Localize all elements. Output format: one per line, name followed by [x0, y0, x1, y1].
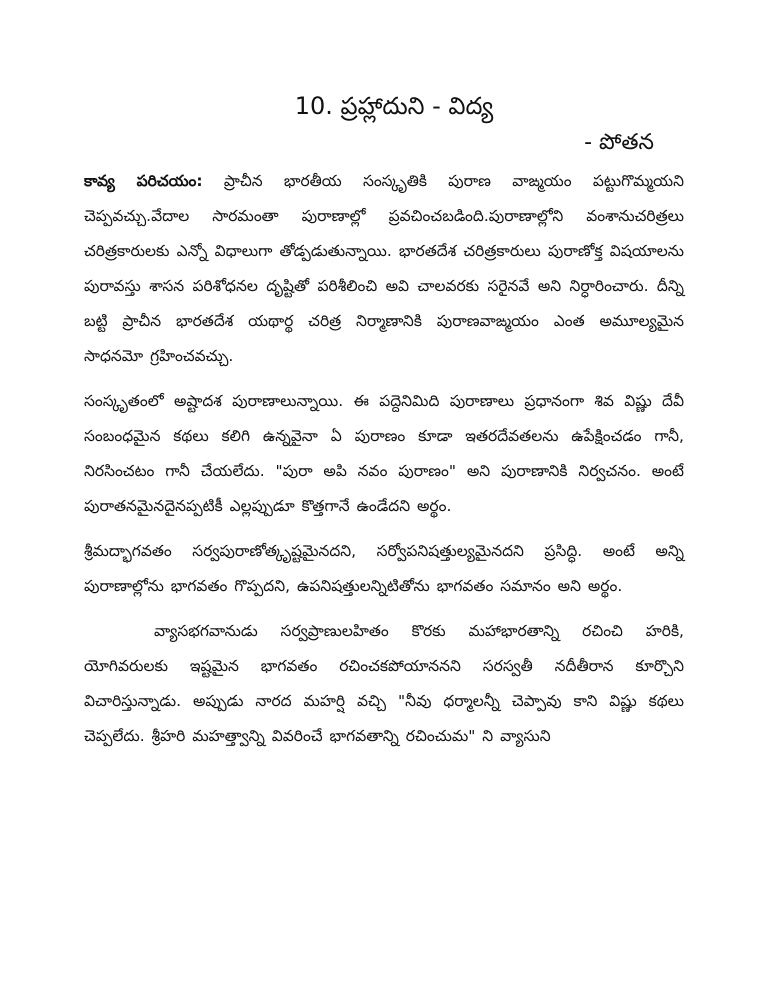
- paragraph-puranas: సంస్కృతంలో అష్టాదశ పురాణాలున్నాయి. ఈ పద్దెనిమిది పురాణాలు ప్రధానంగా శివ విష్ణు దేవీ సంబంధమైన కథలు కలిగి ఉన్నవైనా ఏ పురాణం కూడా ఇతరదేవతలను ఉపేక్షించడం గానీ, నిరసించటం గానీ చేయలేదు. "పురా అపి నవం పురాణం" అని పురాణానికి నిర్వచనం. అంటే పురాతనమైనదైనప్పటికీ ఎల్లప్పుడూ కొత్తగానే ఉండేదని అర్థం.: [84, 392, 684, 515]
- document-author: - పోతన: [584, 130, 654, 155]
- paragraph-vyasa: వ్యాసభగవానుడు సర్వప్రాణులహితం కొరకు మహాభారతాన్ని రచించి హరికి, యోగివరులకు ఇష్టమైన భాగవతం రచించకపోయాననని సరస్వతీ నదీతీరాన కూర్చొని విచారిస్తున్నాడు. అప్పుడు నారద మహర్షి వచ్చి "నీవు ధర్మాలన్నీ చెప్పావు కాని విష్ణు కథలు చెప్పలేదు. శ్రీహరి మహత్త్వాన్ని వివరించే భాగవతాన్ని రచించుమ" ని వ్యాసుని: [84, 622, 684, 745]
- intro-label: కావ్య పరిచయం:: [84, 172, 203, 190]
- document-page: [84, 90, 684, 764]
- document-title: 10. ప్రహ్లాదుని - విద్య: [294, 92, 494, 120]
- paragraph-bhagavatam: శ్రీమద్భాగవతం సర్వపురాణోత్కృష్టమైనదని, సర్వోపనిషత్తుల్యమైనదని ప్రసిద్ధి. అంటే అన్ని పురాణాల్లోను భాగవతం గొప్పదని, ఉపనిషత్తులన్నిటితోను భాగవతం సమానం అని అర్థం.: [84, 542, 684, 595]
- paragraph-text: ప్రాచీన భారతీయ సంస్కృతికి పురాణ వాఙ్మయం పట్టుగొమ్మయని చెప్పవచ్చు.వేదాల సారమంతా పురాణాల్లో ప్రవచించబడింది.పురాణాల్లోని వంశానుచరిత్రలు చరిత్రకారులకు ఎన్నో విధాలుగా తోడ్పడుతున్నాయి. భారతదేశ చరిత్రకారులు పురాణోక్త విషయాలను పురావస్తు శాసన పరిశోధనల దృష్టితో పరిశీలించి అవి చాలవరకు సరైనవే అని నిర్ధారించారు. దీన్ని బట్టి ప్రాచీన భారతదేశ యథార్థ చరిత్ర నిర్మాణానికి పురాణవాఙ్మయం ఎంత అమూల్యమైన సాధనమో గ్రహించవచ్చు.: [84, 172, 684, 365]
- paragraph-intro: [84, 164, 684, 374]
